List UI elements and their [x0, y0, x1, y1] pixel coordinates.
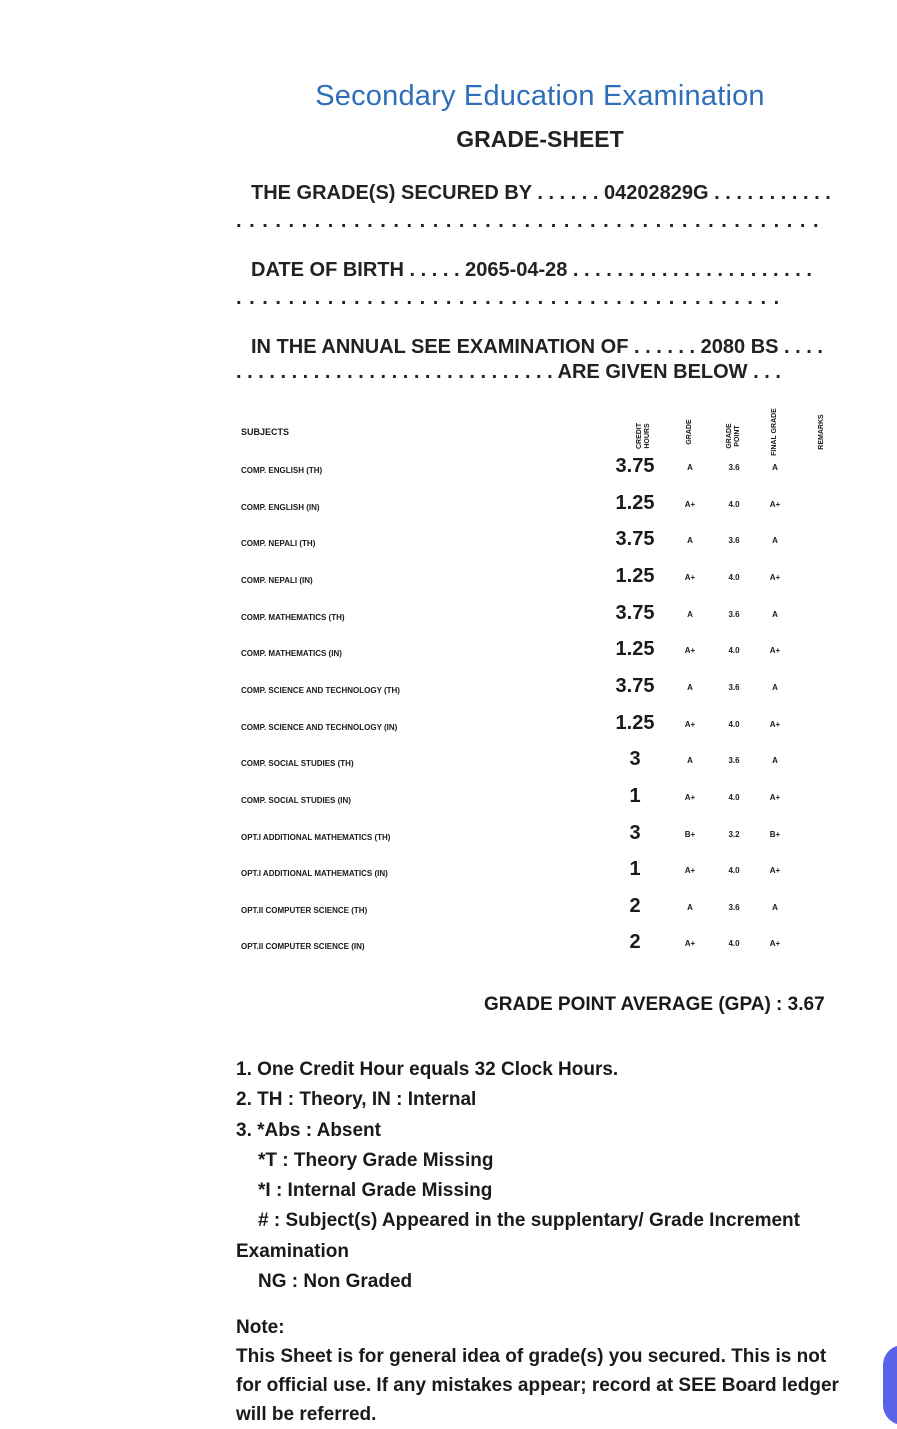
gpa-summary: GRADE POINT AVERAGE (GPA) : 3.67 [484, 994, 825, 1015]
grade-point: 4.0 [728, 720, 740, 729]
grade-point: 3.6 [728, 683, 740, 692]
subject-name: COMP. SCIENCE AND TECHNOLOGY (TH) [241, 686, 400, 695]
given-below-line: . . . . . . . . . . . . . . . . . . . . . . . . . . . . . ARE GIVEN BELOW . . . [236, 361, 781, 383]
grade-point: 3.6 [728, 536, 740, 545]
table-row [0, 528, 897, 558]
table-row [0, 895, 897, 925]
grade: A [687, 463, 693, 472]
credit-hours: 3.75 [615, 602, 655, 624]
disclaimer-heading: Note: [236, 1317, 285, 1338]
final-grade: A [772, 903, 778, 912]
grade: B+ [684, 830, 696, 839]
grade-point: 4.0 [728, 939, 740, 948]
note-supplementary-cont: Examination [236, 1240, 349, 1262]
final-grade: A+ [769, 866, 781, 875]
note-internal-missing: *I : Internal Grade Missing [258, 1180, 493, 1202]
grade: A+ [684, 500, 696, 509]
grade: A [687, 610, 693, 619]
note-theory-missing: *T : Theory Grade Missing [258, 1149, 494, 1171]
floating-action-button[interactable] [883, 1345, 897, 1425]
subject-name: COMP. NEPALI (TH) [241, 539, 316, 548]
final-grade: A+ [769, 573, 781, 582]
table-row [0, 602, 897, 632]
subject-name: OPT.II COMPUTER SCIENCE (TH) [241, 906, 368, 915]
final-grade: A+ [769, 793, 781, 802]
credit-hours: 3.75 [615, 528, 655, 550]
final-grade: A+ [769, 720, 781, 729]
subject-name: COMP. NEPALI (IN) [241, 576, 313, 585]
header-grade: GRADE [686, 419, 693, 445]
table-row [0, 565, 897, 595]
grade-point: 3.6 [728, 610, 740, 619]
grade-point: 3.6 [728, 903, 740, 912]
table-row [0, 748, 897, 778]
grade-point: 4.0 [728, 646, 740, 655]
grade: A+ [684, 793, 696, 802]
secured-by-line: THE GRADE(S) SECURED BY . . . . . . 04202829G . . . . . . . . . . . [251, 182, 831, 204]
grade-point: 3.6 [728, 463, 740, 472]
credit-hours: 1 [629, 858, 641, 880]
subject-name: COMP. SCIENCE AND TECHNOLOGY (IN) [241, 723, 398, 732]
note-credit-hour: 1. One Credit Hour equals 32 Clock Hours. [236, 1059, 619, 1080]
grade: A+ [684, 573, 696, 582]
table-row [0, 822, 897, 852]
subject-name: COMP. MATHEMATICS (TH) [241, 613, 345, 622]
credit-hours: 2 [629, 931, 641, 953]
credit-hours: 3 [629, 822, 641, 844]
grade: A [687, 683, 693, 692]
date-of-birth-line: DATE OF BIRTH . . . . . 2065-04-28 . . . . . . . . . . . . . . . . . . . . . . [251, 259, 812, 281]
subject-name: COMP. ENGLISH (TH) [241, 466, 323, 475]
date-of-birth-dots: . . . . . . . . . . . . . . . . . . . . . . . . . . . . . . . . . . . . . . . . . . [236, 287, 781, 309]
grade: A [687, 903, 693, 912]
final-grade: A+ [769, 939, 781, 948]
grade: A [687, 756, 693, 765]
subject-name: COMP. ENGLISH (IN) [241, 503, 320, 512]
grade: A+ [684, 646, 696, 655]
table-row [0, 455, 897, 485]
grade-point: 4.0 [728, 793, 740, 802]
subject-name: OPT.I ADDITIONAL MATHEMATICS (TH) [241, 833, 391, 842]
table-row [0, 931, 897, 961]
credit-hours: 3 [629, 748, 641, 770]
header-credit-hours: CREDIT HOURS [636, 422, 651, 450]
exam-year-line: IN THE ANNUAL SEE EXAMINATION OF . . . . . . 2080 BS . . . . [251, 336, 823, 358]
credit-hours: 3.75 [615, 675, 655, 697]
header-final-grade: FINAL GRADE [771, 408, 778, 456]
final-grade: A+ [769, 500, 781, 509]
grade-point: 4.0 [728, 866, 740, 875]
grade: A+ [684, 939, 696, 948]
credit-hours: 3.75 [615, 455, 655, 477]
final-grade: B+ [769, 830, 781, 839]
grade-point: 4.0 [728, 573, 740, 582]
legend-notes [236, 1055, 800, 1297]
secured-by-dots: . . . . . . . . . . . . . . . . . . . . . . . . . . . . . . . . . . . . . . . . . . . . . [236, 210, 820, 232]
note-supplementary: # : Subject(s) Appeared in the supplentary/ Grade Increment [258, 1210, 800, 1232]
final-grade: A [772, 610, 778, 619]
subject-name: COMP. SOCIAL STUDIES (TH) [241, 759, 354, 768]
credit-hours: 1.25 [615, 712, 655, 734]
grade-point: 4.0 [728, 500, 740, 509]
note-absent: 3. *Abs : Absent [236, 1119, 381, 1141]
table-row [0, 675, 897, 705]
grade-point: 3.6 [728, 756, 740, 765]
disclaimer [236, 1313, 856, 1429]
table-row [0, 638, 897, 668]
final-grade: A [772, 536, 778, 545]
final-grade: A+ [769, 646, 781, 655]
exam-title: Secondary Education Examination [315, 80, 765, 112]
subject-name: COMP. SOCIAL STUDIES (IN) [241, 796, 351, 805]
table-row [0, 785, 897, 815]
table-row [0, 712, 897, 742]
grade-point: 3.2 [728, 830, 740, 839]
note-th-in: 2. TH : Theory, IN : Internal [236, 1089, 477, 1111]
final-grade: A [772, 683, 778, 692]
credit-hours: 1.25 [615, 638, 655, 660]
grade: A+ [684, 720, 696, 729]
grade: A+ [684, 866, 696, 875]
grade: A [687, 536, 693, 545]
disclaimer-body: This Sheet is for general idea of grade(s) you secured. This is not for official use. If any mistakes appear; record at SEE Board ledger will be referred. [236, 1346, 839, 1425]
subject-name: COMP. MATHEMATICS (IN) [241, 649, 342, 658]
header-remarks: REMARKS [818, 414, 825, 450]
grade-sheet-heading: GRADE-SHEET [456, 126, 624, 152]
note-non-graded: NG : Non Graded [258, 1271, 413, 1293]
table-row [0, 858, 897, 888]
credit-hours: 1.25 [615, 492, 655, 514]
credit-hours: 2 [629, 895, 641, 917]
table-row [0, 492, 897, 522]
final-grade: A [772, 756, 778, 765]
subject-name: OPT.II COMPUTER SCIENCE (IN) [241, 942, 365, 951]
header-subjects: SUBJECTS [241, 427, 290, 437]
final-grade: A [772, 463, 778, 472]
credit-hours: 1 [629, 785, 641, 807]
credit-hours: 1.25 [615, 565, 655, 587]
header-grade-point: GRADE POINT [726, 423, 741, 449]
subject-name: OPT.I ADDITIONAL MATHEMATICS (IN) [241, 869, 388, 878]
